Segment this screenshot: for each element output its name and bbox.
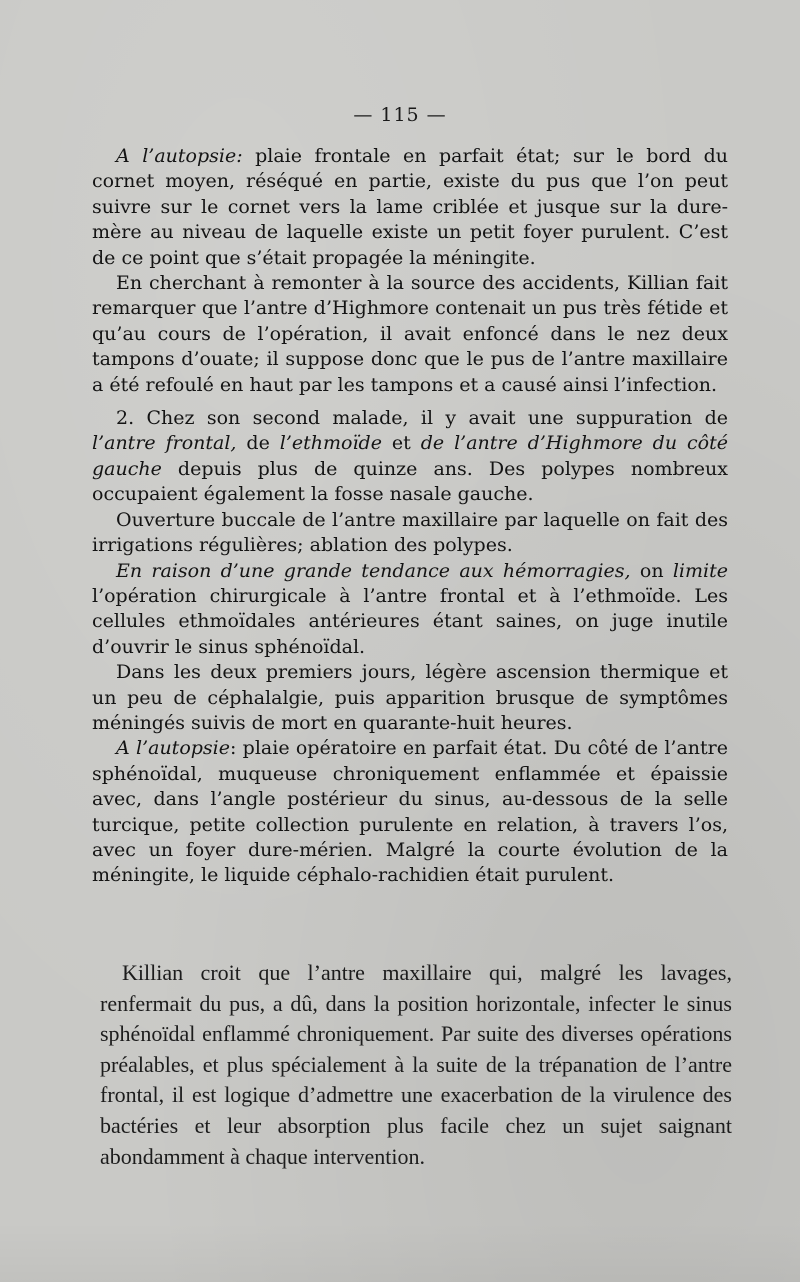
- paragraph-second-case: [92, 406, 728, 508]
- limit-text-1: on: [630, 559, 673, 582]
- autopsy2-label: A l’autopsie: [116, 737, 230, 760]
- paragraph-limit: [92, 559, 728, 661]
- page-shading: [0, 1222, 800, 1282]
- case-italic-frontal: l’antre frontal,: [92, 432, 237, 455]
- limit-italic-hemorrhage: En raison d’une grande tendance aux hémorragies,: [116, 559, 631, 582]
- paragraph-autopsy-second: [92, 736, 728, 888]
- limit-text-2: l’opération chirurgicale à l’antre frontal et à l’ethmoïde. Les cellules ethmoïdales antérieures étant saines, on juge inutile d’ouvrir le sinus sphénoïdal.: [92, 584, 728, 658]
- main-text-block: [92, 144, 728, 889]
- case-text-1: 2. Chez son second malade, il y avait une suppuration de: [116, 407, 728, 430]
- page-number: — 115 —: [353, 104, 447, 126]
- autopsy-label: A l’autopsie:: [116, 145, 243, 167]
- case-italic-highmore: de l’antre d’Highmore du côté gauche: [92, 432, 728, 480]
- conclusion-text-block: [100, 958, 732, 1172]
- limit-italic-limite: limite: [672, 559, 728, 582]
- paragraph-opening: Ouverture buccale de l’antre maxillaire par laquelle on fait des irrigations régulières; ablation des polypes.: [92, 508, 728, 557]
- paragraph-first-days: Dans les deux premiers jours, légère ascension thermique et un peu de céphalalgie, puis apparition brusque de symptômes méningés suivis de mort en quarante-huit heures.: [92, 661, 728, 734]
- paragraph-autopsy-first: [92, 144, 728, 271]
- case-italic-ethmoid: l’ethmoïde: [279, 432, 382, 455]
- autopsy2-text: : plaie opératoire en parfait état. Du côté de l’antre sphénoïdal, muqueuse chroniquement enflammée et épaissie avec, dans l’angle postérieur du sinus, au-dessous de la selle turcique, petite collection purulente en relation, à travers l’os, avec un foyer dure-mérien. Malgré la courte évolution de la méningite, le liquide céphalo-rachidien était purulent.: [92, 737, 729, 887]
- paragraph-search-source: En cherchant à remonter à la source des accidents, Killian fait remarquer que l’antre d’Highmore contenait un pus très fétide et qu’au cours de l’opération, il avait enfoncé dans le nez deux tampons d’ouate; il suppose donc que le pus de l’antre maxillaire a été refoulé en haut par les tampons et a causé ainsi l’infection.: [92, 272, 728, 396]
- case-text-2: de: [236, 432, 280, 455]
- paragraph-conclusion: Killian croit que l’antre maxillaire qui, malgré les lavages, renfermait du pus, a dû, dans la position horizontale, infecter le sinus sphénoïdal enflammé chroniquement. Par suite des diverses opérations préalables, et plus spécialement à la suite de la trépanation de l’antre frontal, il est logique d’admettre une exacerbation de la virulence des bactéries et leur absorption plus facile chez un sujet saignant abondamment à chaque intervention.: [100, 960, 732, 1169]
- case-text-3: et: [381, 432, 421, 455]
- case-text-4: depuis plus de quinze ans. Des polypes nombreux occupaient également la fosse nasale gauche.: [92, 457, 728, 506]
- autopsy-text: plaie frontale en parfait état; sur le bord du cornet moyen, réséqué en partie, existe du pus que l’on peut suivre sur le cornet vers la lame criblée et jusque sur la dure-mère au niveau de laquelle existe un petit foyer purulent. C’est de ce point que s’était propagée la méningite.: [92, 145, 728, 269]
